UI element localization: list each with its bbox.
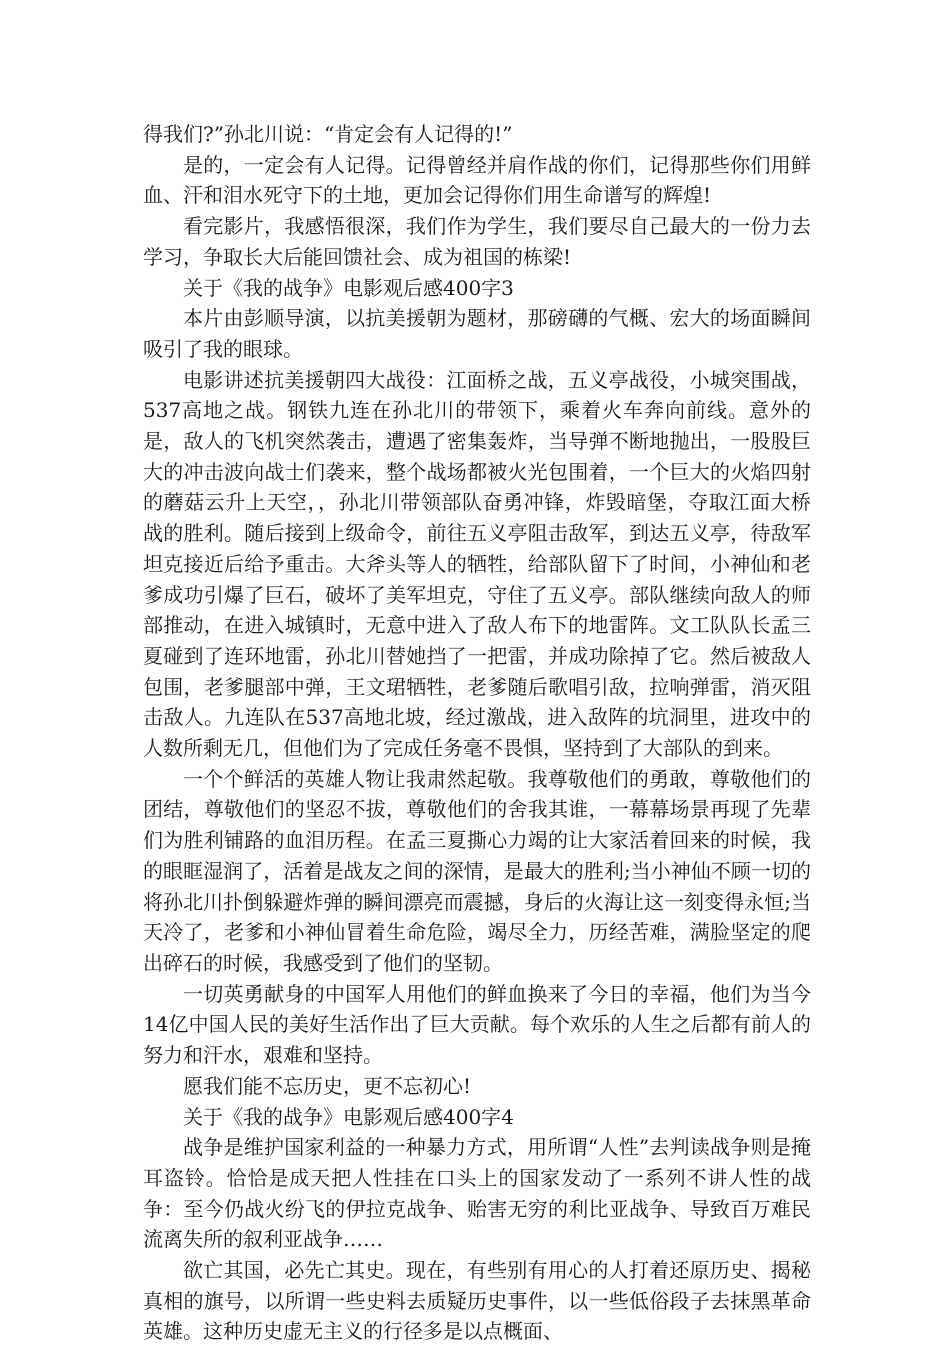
paragraph: 一切英勇献身的中国军人用他们的鲜血换来了今日的幸福，他们为当今14亿中国人民的美好生活作出了巨大贡献。每个欢乐的人生之后都有前人的努力和汗水，艰难和坚持。 bbox=[143, 981, 811, 1068]
paragraph: 战争是维护国家利益的一种暴力方式，用所谓“人性”去判读战争则是掩耳盗铃。恰恰是成天把人性挂在口头上的国家发动了一系列不讲人性的战争：至今仍战火纷飞的伊拉克战争、贻害无穷的利比亚战争、导致百万难民流离失所的叙利亚战争…… bbox=[143, 1135, 811, 1252]
paragraph: 电影讲述抗美援朝四大战役：江面桥之战，五义亭战役，小城突围战，537高地之战。钢铁九连在孙北川的带领下，乘着火车奔向前线。意外的是，敌人的飞机突然袭击，遭遇了密集轰炸，当导弹不断地抛出，一股股巨大的冲击波向战士们袭来，整个战场都被火光包围着，一个巨大的火焰四射的蘑菇云升上天空，，孙北川带领部队奋勇冲锋，炸毁暗堡，夺取江面大桥战的胜利。随后接到上级命令，前往五义亭阻击敌军，到达五义亭，待敌军坦克接近后给予重击。大斧头等人的牺牲，给部队留下了时间，小神仙和老爹成功引爆了巨石，破坏了美军坦克，守住了五义亭。部队继续向敌人的师部推动，在进入城镇时，无意中进入了敌人布下的地雷阵。文工队队长孟三夏碰到了连环地雷，孙北川替她挡了一把雷，并成功除掉了它。然后被敌人包围，老爹腿部中弹，王文珺牺牲，老爹随后歌唱引敌，拉响弹雷，消灭阻击敌人。九连队在537高地北坡，经过激战，进入敌阵的坑洞里，进攻中的人数所剩无几，但他们为了完成任务毫不畏惧，坚持到了大部队的到来。 bbox=[143, 367, 811, 761]
document-body bbox=[143, 119, 811, 1347]
paragraph: 本片由彭顺导演，以抗美援朝为题材，那磅礴的气概、宏大的场面瞬间吸引了我的眼球。 bbox=[143, 306, 811, 361]
section-heading-3: 关于《我的战争》电影观后感400字3 bbox=[183, 275, 514, 300]
paragraph: 是的，一定会有人记得。记得曾经并肩作战的你们，记得那些你们用鲜血、汗和泪水死守下的土地，更加会记得你们用生命谱写的辉煌! bbox=[143, 152, 811, 208]
paragraph: 愿我们能不忘历史，更不忘初心! bbox=[183, 1073, 472, 1098]
section-heading-4: 关于《我的战争》电影观后感400字4 bbox=[183, 1104, 514, 1129]
paragraph: 看完影片，我感悟很深，我们作为学生，我们要尽自己最大的一份力去学习，争取长大后能回馈社会、成为祖国的栋梁! bbox=[143, 214, 811, 269]
paragraph: 一个个鲜活的英雄人物让我肃然起敬。我尊敬他们的勇敢，尊敬他们的团结，尊敬他们的坚忍不拔，尊敬他们的舍我其谁，一幕幕场景再现了先辈们为胜利铺路的血泪历程。在孟三夏撕心力竭的让大家活着回来的时候，我的眼眶湿润了，活着是战友之间的深情，是最大的胜利;当小神仙不顾一切的将孙北川扑倒躲避炸弹的瞬间漂亮而震撼，身后的火海让这一刻变得永恒;当天冷了，老爹和小神仙冒着生命危险，竭尽全力，历经苦难，满脸坚定的爬出碎石的时候，我感受到了他们的坚韧。 bbox=[143, 766, 811, 975]
paragraph-continuation: 得我们?”孙北川说：“肯定会有人记得的!” bbox=[143, 122, 513, 146]
paragraph: 欲亡其国，必先亡其史。现在，有些别有用心的人打着还原历史、揭秘真相的旗号，以所谓一些史料去质疑历史事件，以一些低俗段子去抹黑革命英雄。这种历史虚无主义的行径多是以点概面、 bbox=[143, 1258, 811, 1344]
